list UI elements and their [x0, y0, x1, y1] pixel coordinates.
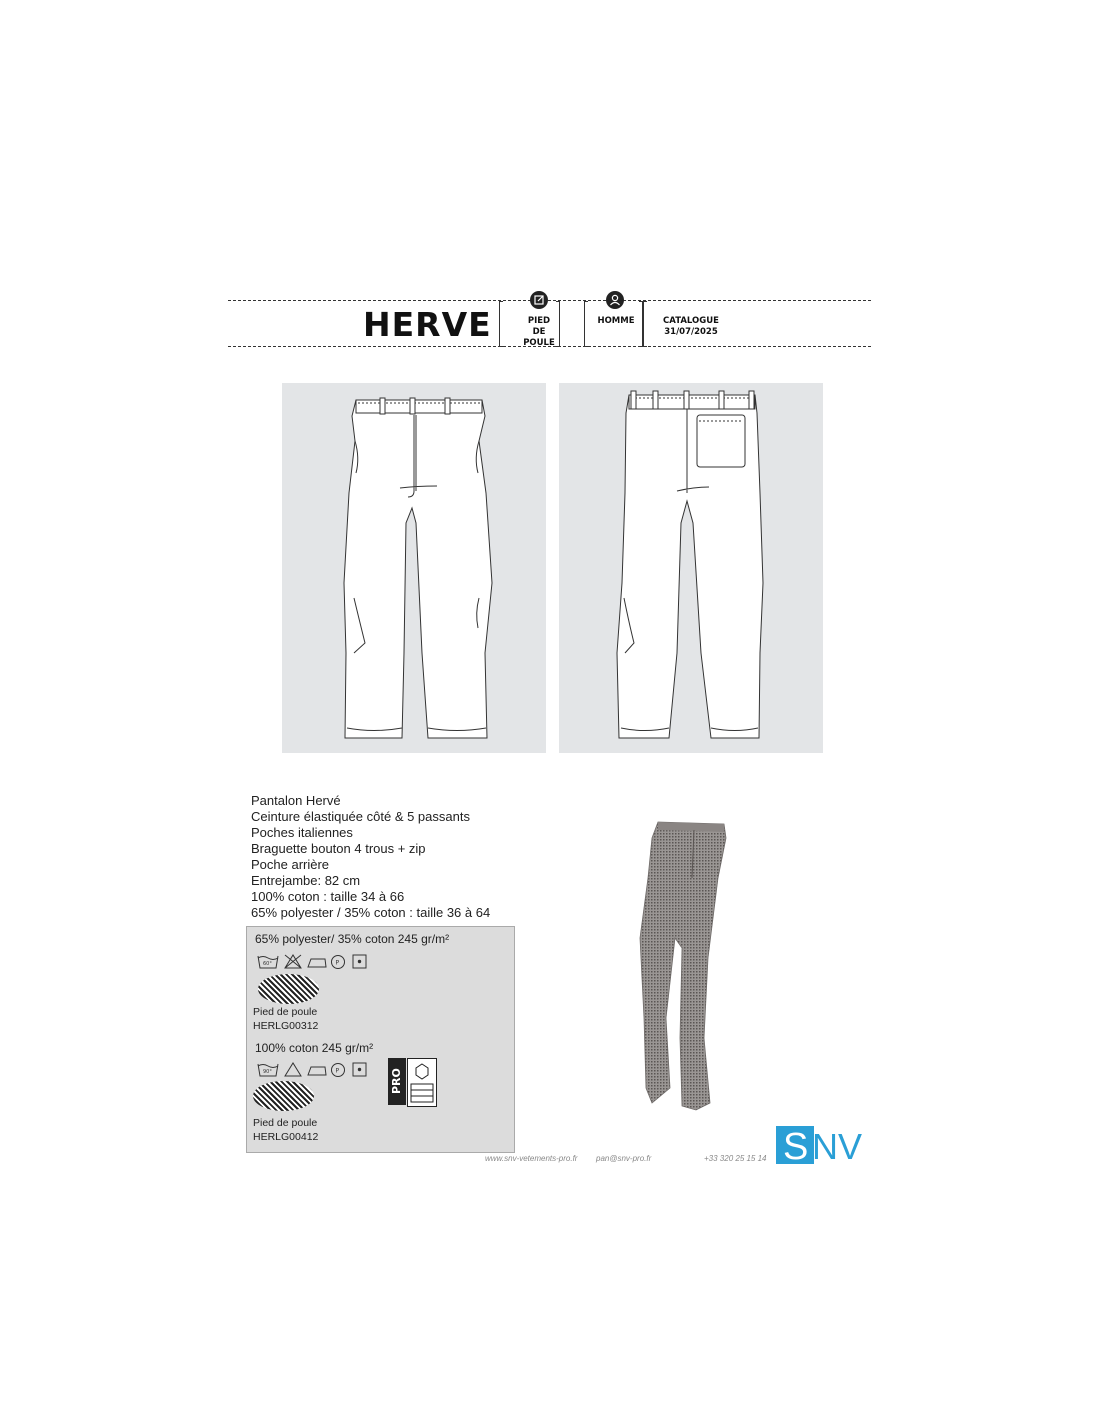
fabric-composition: 65% polyester/ 35% coton 245 gr/m² — [255, 932, 450, 946]
fabric-swatch-houndstooth — [253, 1081, 314, 1111]
header-bracket — [556, 301, 560, 347]
fabric-options-box — [246, 926, 515, 1153]
pro-label: PRO — [390, 1068, 403, 1095]
product-title: HERVE — [363, 305, 492, 344]
header-bracket — [499, 301, 503, 347]
svg-text:NV: NV — [812, 1126, 863, 1165]
care-instructions — [257, 1061, 377, 1077]
header-bracket — [584, 301, 588, 347]
fabric-color-name: Pied de poule — [253, 1117, 318, 1129]
pro-badge-icon — [388, 1058, 436, 1105]
desc-line: Entrejambe: 82 cm — [251, 873, 361, 888]
trousers-front-drawing — [282, 383, 546, 753]
wash-temp: 60° — [263, 961, 272, 967]
header-rule-top — [228, 300, 871, 301]
footer-website[interactable]: www.snv-vetements-pro.fr — [485, 1154, 578, 1163]
trousers-back-drawing — [559, 383, 823, 753]
svg-text:P: P — [335, 959, 340, 967]
fabric-line: PIED — [527, 316, 551, 326]
desc-line: 65% polyester / 35% coton : taille 36 à 64 — [251, 905, 491, 920]
front-view-panel — [282, 383, 546, 753]
care-instructions — [257, 953, 377, 969]
desc-line: Pantalon Hervé — [251, 793, 341, 808]
desc-line: Braguette bouton 4 trous + zip — [251, 841, 426, 856]
user-icon — [606, 291, 624, 309]
fabric-color-name: Pied de poule — [253, 1006, 318, 1018]
footer-phone: +33 320 25 15 14 — [704, 1154, 767, 1163]
catalogue-line: CATALOGUE — [663, 316, 719, 326]
fabric-line: DE — [532, 327, 546, 337]
wash-temp: 90° — [263, 1069, 272, 1075]
catalogue-label — [656, 316, 726, 338]
fabric-composition: 100% coton 245 gr/m² — [255, 1041, 374, 1055]
fabric-swatch-houndstooth — [258, 974, 319, 1004]
desc-line: 100% coton : taille 34 à 66 — [251, 889, 405, 904]
snv-logo — [776, 1125, 866, 1165]
desc-line: Ceinture élastiquée côté & 5 passants — [251, 809, 470, 824]
gender-label: HOMME — [597, 316, 635, 326]
svg-text:P: P — [335, 1067, 340, 1075]
edit-icon — [530, 291, 548, 309]
fabric-ref: HERLG00412 — [253, 1131, 319, 1143]
fabric-ref: HERLG00312 — [253, 1020, 319, 1032]
fabric-line: POULE — [523, 338, 555, 348]
footer-email[interactable]: pan@snv-pro.fr — [596, 1154, 652, 1163]
fabric-type-label — [522, 316, 556, 349]
desc-line: Poche arrière — [251, 857, 330, 872]
product-photo — [630, 818, 750, 1113]
back-view-panel — [559, 383, 823, 753]
desc-line: Poches italiennes — [251, 825, 353, 840]
header-bracket — [643, 301, 647, 347]
svg-text:S: S — [783, 1126, 809, 1165]
care-symbols-icon — [257, 1061, 377, 1079]
care-symbols-icon — [257, 953, 377, 971]
catalogue-date: 31/07/2025 — [664, 327, 718, 337]
product-description — [251, 793, 490, 921]
